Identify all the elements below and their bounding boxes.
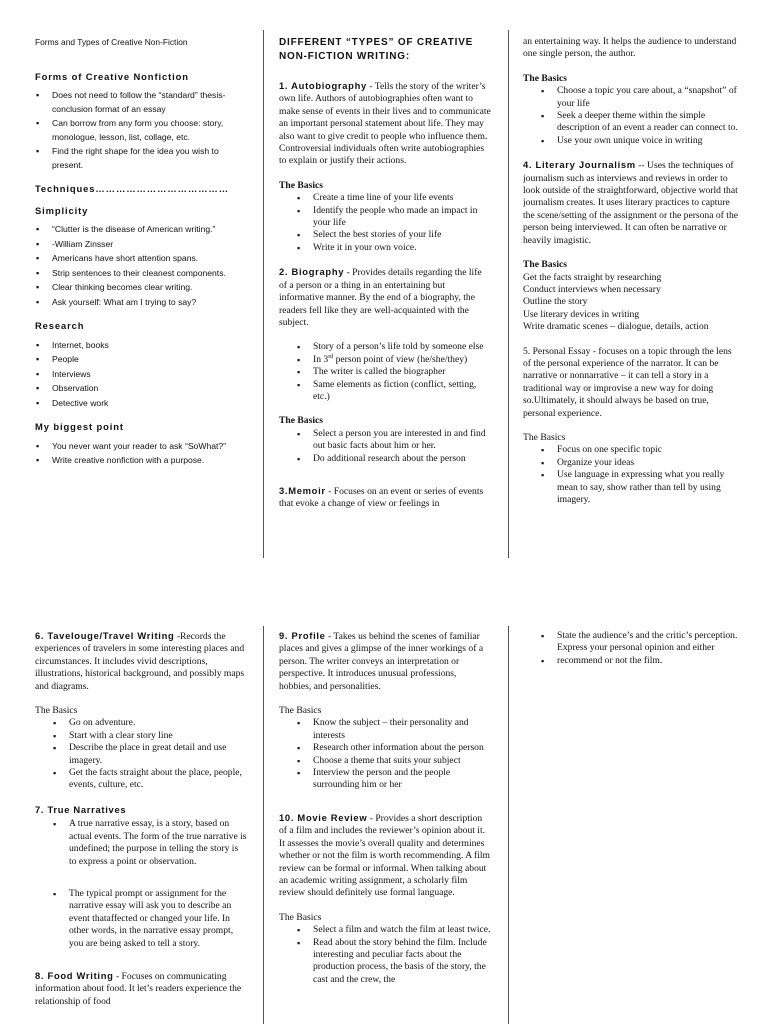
list-item: ▪ Select the best stories of your life bbox=[296, 229, 491, 241]
biography-list bbox=[296, 341, 491, 403]
list-item: ▪ -William Zinsser bbox=[35, 238, 250, 252]
profile-heading: 9. Profile bbox=[279, 630, 326, 641]
list-item: ▪ A true narrative essay, is a story, based on actual events. The form of the true narrative is undefined; the purpose in telling the story is to express a point or observation. bbox=[52, 818, 247, 868]
list-item: ▪ Observation bbox=[35, 382, 250, 396]
list-item: ▪ Find the right shape for the idea you wish to present. bbox=[35, 145, 250, 172]
column-types bbox=[279, 36, 491, 556]
list-item: ▪ Use your own unique voice in writing bbox=[540, 135, 738, 147]
column-forms bbox=[35, 36, 250, 536]
list-item: ▪ Use language in expressing what you really mean to say, show rather than tell by using imagery. bbox=[540, 469, 738, 506]
literary-journalism-paragraph bbox=[523, 159, 738, 247]
list-item: ▪ Research other information about the person bbox=[296, 742, 491, 754]
memoir-basics bbox=[540, 85, 738, 147]
text-line: Outline the story bbox=[523, 296, 588, 308]
techniques-heading: Techniques………………………………… bbox=[35, 183, 229, 194]
biography-text: - Provides details regarding the life of a person or a thing in an entertaining but informative manner. By the end of a biography, the readers fell like they are well-acquainted with the subject. bbox=[279, 267, 482, 328]
list-item: ▪ recommend or not the film. bbox=[540, 655, 738, 667]
biography-basics bbox=[296, 428, 491, 465]
basics-label: The Basics bbox=[279, 415, 323, 427]
travel-paragraph bbox=[35, 630, 247, 693]
movie-review-paragraph bbox=[279, 812, 491, 900]
movie-review-basics bbox=[296, 924, 491, 986]
point-heading: My biggest point bbox=[35, 421, 124, 432]
movie-review-heading: 10. Movie Review bbox=[279, 811, 368, 823]
forms-heading: Forms of Creative Nonfiction bbox=[35, 70, 189, 82]
movie-review-basics-continued bbox=[540, 630, 738, 667]
basics-label: The Basics bbox=[279, 179, 323, 191]
list-item: ▪ Start with a clear story line bbox=[52, 730, 247, 742]
column-divider bbox=[263, 30, 264, 558]
text-line: Use literary devices in writing bbox=[523, 308, 640, 320]
text-line: Get the facts straight by researching bbox=[523, 271, 662, 283]
list-item: ▪ Focus on one specific topic bbox=[540, 444, 738, 456]
list-item: ▪ In 3rd person point of view (he/she/they) bbox=[296, 354, 491, 366]
list-item: ▪ Read about the story behind the film. Include interesting and peculiar facts about the production process, the basis of the story, the cast and the crew, the bbox=[296, 937, 491, 987]
list-item: ▪ Interviews bbox=[35, 368, 250, 382]
column-divider bbox=[508, 30, 509, 558]
list-item: ▪ Write creative nonfiction with a purpose. bbox=[35, 454, 250, 468]
autobiography-paragraph bbox=[279, 80, 491, 168]
column-divider bbox=[263, 626, 264, 1024]
list-item: ▪ Detective work bbox=[35, 397, 250, 411]
list-item: ▪ Clear thinking becomes clear writing. bbox=[35, 281, 250, 295]
list-item: ▪ Write it in your own voice. bbox=[296, 242, 491, 254]
literary-journalism-text: -- Uses the techniques of journalism such as interviews and reviews in order to look outside of the straightforward, objective world that journalism creates. It uses literary practices to capture the scene/setting of the assignment or the persona of the person being interviewed. It can often be narrative or heavily imagistic. bbox=[523, 160, 738, 246]
column-travel bbox=[35, 630, 247, 1024]
memoir-continued: an entertaining way. It helps the audience to understand one single person, the author. bbox=[523, 36, 737, 60]
profile-paragraph bbox=[279, 630, 491, 693]
profile-text: - Takes us behind the scenes of familiar places and gives a glimpse of the inner workings of a person. The writer conveys an interpretation or perspective. It introduces unusual professions, hobbies, and personalities. bbox=[279, 631, 484, 692]
food-writing-paragraph bbox=[35, 970, 247, 1008]
travel-basics bbox=[52, 717, 247, 791]
list-item: ▪ Does not need to follow the “standard” thesis-conclusion format of an essay bbox=[35, 89, 250, 116]
biography-heading: 2. Biography bbox=[279, 266, 345, 278]
personal-essay-paragraph: 5. Personal Essay - focuses on a topic through the lens of the personal experience of the narrator. It can be narrative or nonnarrative – it can tell a story in a traditional way or improvise a new way for doing so.Ultimately, it should always be based on true, personal experience. bbox=[523, 345, 732, 419]
personal-essay-basics bbox=[540, 444, 738, 506]
list-item: ▪ Choose a topic you care about, a “snapshot” of your life bbox=[540, 85, 738, 110]
simplicity-list bbox=[35, 223, 250, 309]
list-item: ▪ Interview the person and the people surrounding him or her bbox=[296, 767, 491, 792]
column-profile bbox=[279, 630, 491, 1024]
list-item: ▪ State the audience’s and the critic’s perception. Express your personal opinion and either bbox=[540, 630, 738, 655]
movie-review-text: - Provides a short description of a film and includes the reviewer’s opinion about it. It assesses the movie’s overall quality and determines whether or not the film is worth recommending. A film review can be formal or informal. When talking about an academic writing assignment, a scholarly film review should definitely use formal language. bbox=[279, 812, 491, 899]
page-title: Forms and Types of Creative Non-Fiction bbox=[35, 37, 188, 47]
basics-label: The Basics bbox=[523, 72, 567, 84]
food-writing-heading: 8. Food Writing bbox=[35, 969, 114, 981]
list-item: ▪ Seek a deeper theme within the simple description of an event a reader can connect to. bbox=[540, 110, 738, 135]
list-item: ▪ The writer is called the biographer bbox=[296, 366, 491, 378]
list-item: ▪ Identify the people who made an impact in your life bbox=[296, 205, 491, 230]
list-item: ▪ Ask yourself: What am I trying to say? bbox=[35, 296, 250, 310]
autobiography-text: - Tells the story of the writer’s own life. Authors of autobiographies often want to make sense of events in their lives and to communicate an important personal statement about life. They may also want to give credit to people who influence them. Controversial individuals often write autobiographies to explain or justify their actions. bbox=[279, 81, 491, 167]
list-item: ▪ Americans have short attention spans. bbox=[35, 252, 250, 266]
autobiography-heading: 1. Autobiography bbox=[279, 80, 367, 91]
profile-basics bbox=[296, 717, 491, 791]
basics-label: The Basics bbox=[523, 259, 567, 271]
list-item: ▪ Get the facts straight about the place, people, events, culture, etc. bbox=[52, 767, 247, 792]
point-list bbox=[35, 440, 250, 468]
basics-label: The Basics bbox=[523, 431, 566, 443]
list-item: ▪ Do additional research about the person bbox=[296, 453, 491, 465]
list-item: ▪ Choose a theme that suits your subject bbox=[296, 755, 491, 767]
true-narratives-list bbox=[52, 888, 247, 950]
literary-journalism-heading: 4. Literary Journalism bbox=[523, 159, 636, 171]
list-item: ▪ You never want your reader to ask “SoWhat?” bbox=[35, 440, 250, 454]
list-item: ▪ People bbox=[35, 353, 250, 367]
list-item: ▪ Know the subject – their personality and interests bbox=[296, 717, 491, 742]
list-item: ▪ Story of a person’s life told by someone else bbox=[296, 341, 491, 353]
memoir-text: - Focuses on an event or series of events that evoke a change of view or feelings in bbox=[279, 485, 484, 510]
basics-label: The Basics bbox=[279, 911, 322, 923]
text-line: Write dramatic scenes – dialogue, details, action bbox=[523, 321, 709, 333]
list-item: ▪ The typical prompt or assignment for the narrative essay will ask you to describe an event thataffected or changed your life. In other words, in the narrative essay prompt, you are being asked to tell a story. bbox=[52, 888, 247, 950]
list-item: ▪ Internet, books bbox=[35, 339, 250, 353]
list-item: ▪ Select a film and watch the film at least twice. bbox=[296, 924, 491, 936]
list-item: ▪ Strip sentences to their cleanest components. bbox=[35, 267, 250, 281]
list-item: ▪ “Clutter is the disease of American writing.” bbox=[35, 223, 250, 237]
list-item: ▪ Go on adventure. bbox=[52, 717, 247, 729]
list-item: ▪ Select a person you are interested in and find out basic facts about him or her. bbox=[296, 428, 491, 453]
column-continued bbox=[523, 36, 738, 556]
true-narratives-heading: 7. True Narratives bbox=[35, 803, 127, 815]
column-divider bbox=[508, 626, 509, 1024]
biography-paragraph bbox=[279, 266, 491, 329]
travel-heading: 6. Tavelouge/Travel Writing bbox=[35, 630, 175, 641]
forms-list bbox=[35, 89, 250, 172]
research-heading: Research bbox=[35, 320, 85, 331]
list-item: ▪ Create a time line of your life events bbox=[296, 192, 491, 204]
basics-label: The Basics bbox=[279, 705, 322, 717]
column-movie-continued bbox=[523, 630, 738, 1024]
list-item: ▪ Organize your ideas bbox=[540, 457, 738, 469]
list-item: ▪ Can borrow from any form you choose: story, monologue, lesson, list, collage, etc. bbox=[35, 117, 250, 144]
autobiography-basics bbox=[296, 192, 491, 254]
memoir-paragraph bbox=[279, 485, 491, 511]
basics-label: The Basics bbox=[35, 705, 78, 717]
memoir-heading: 3.Memoir bbox=[279, 484, 326, 496]
food-writing-text: - Focuses on communicating information about food. It let’s readers experience the relationship of food bbox=[35, 970, 242, 1007]
types-title: DIFFERENT “TYPES” OF CREATIVE NON-FICTION WRITING: bbox=[279, 37, 474, 62]
text-line: Conduct interviews when necessary bbox=[523, 283, 661, 295]
travel-text: -Records the experiences of travelers in some interesting places and circumstances. It includes vivid descriptions, illustrations, historical background, and possibly maps and diagrams. bbox=[35, 631, 245, 692]
simplicity-heading: Simplicity bbox=[35, 204, 89, 216]
list-item: ▪ Describe the place in great detail and use imagery. bbox=[52, 742, 247, 767]
research-list bbox=[35, 339, 250, 411]
list-item: ▪ Same elements as fiction (conflict, setting, etc.) bbox=[296, 379, 491, 404]
true-narratives-list bbox=[52, 818, 247, 868]
